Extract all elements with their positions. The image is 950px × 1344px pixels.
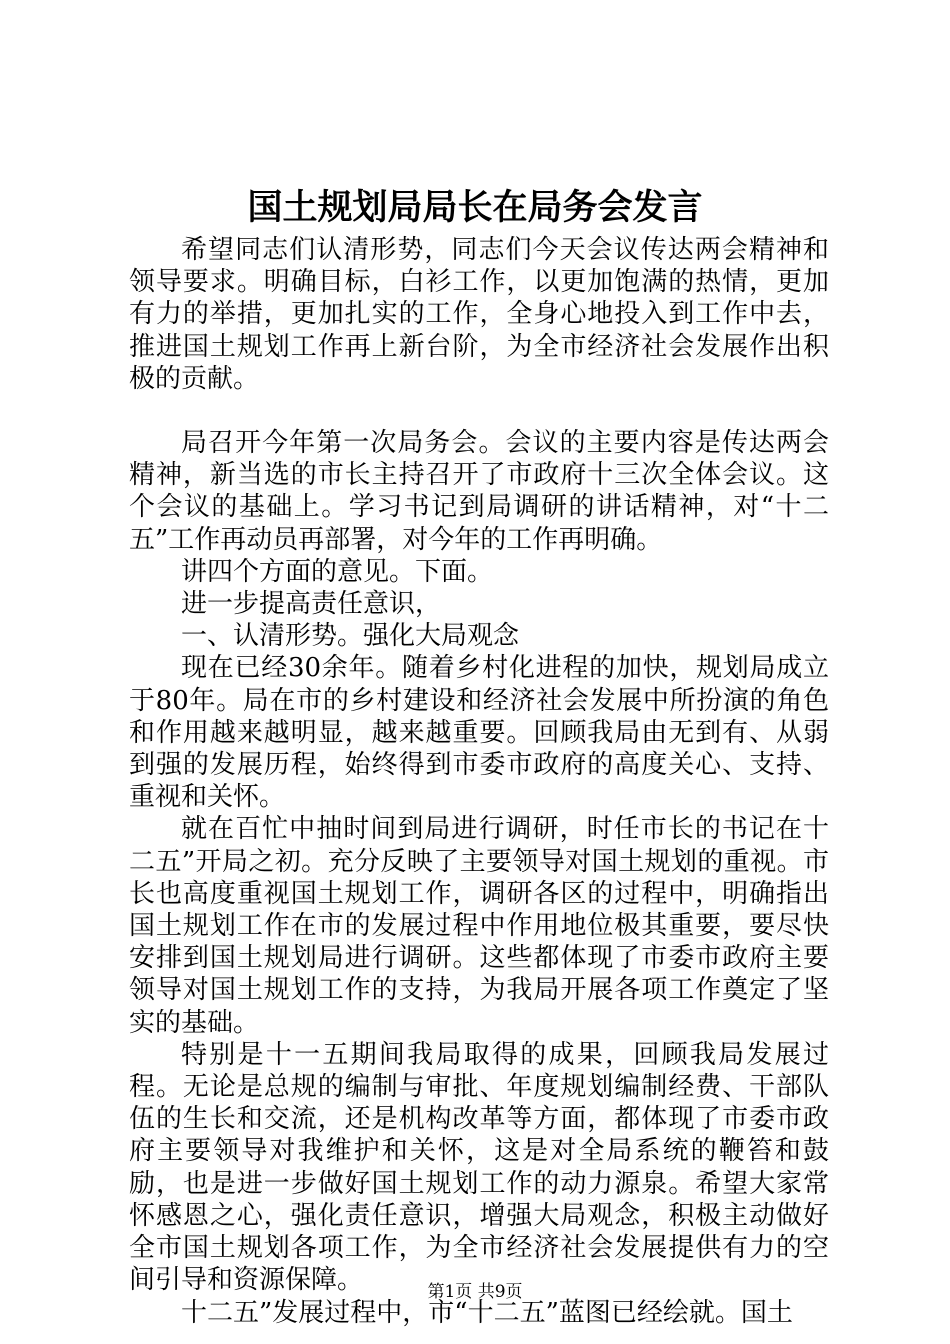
- document-title: 国土规划局局长在局务会发言: [247, 187, 703, 228]
- paragraph: 进一步提高责任意识，: [181, 589, 442, 620]
- paragraph: 就在百忙中抽时间到局进行调研，时任市长的书记在十二五”开局之初。充分反映了主要领导对国土规划的重视。市长也高度重视国土规划工作，调研各区的过程中，明确指出国土规划工作在市的发展过程中作用地位极其重要，要尽快安排到国土规划局进行调研。这些都体现了市委市政府主要领导对国土规划工作的支持，为我局开展各项工作奠定了坚实的基础。: [129, 814, 829, 1038]
- section-heading: 一、认清形势。强化大局观念: [181, 621, 520, 652]
- paragraph: 特别是十一五期间我局取得的成果，回顾我局发展过程。无论是总规的编制与审批、年度规划编制经费、干部队伍的生长和交流，还是机构改革等方面，都体现了市委市政府主要领导对我维护和关怀，这是对全局系统的鞭笞和鼓励，也是进一步做好国土规划工作的动力源泉。希望大家常怀感恩之心，强化责任意识，增强大局观念，积极主动做好全市国土规划各项工作，为全市经济社会发展提供有力的空间引导和资源保障。: [129, 1039, 829, 1296]
- paragraph: 局召开今年第一次局务会。会议的主要内容是传达两会精神，新当选的市长主持召开了市政府十三次全体会议。这个会议的基础上。学习书记到局调研的讲话精神，对“十二五”工作再动员再部署，对今年的工作再明确。: [129, 428, 829, 555]
- paragraph-gap: [129, 395, 829, 427]
- paragraph: 现在已经30余年。随着乡村化进程的加快，规划局成立于80年。局在市的乡村建设和经济社会发展中所扮演的角色和作用越来越明显，越来越重要。回顾我局由无到有、从弱到强的发展历程，始终得到市委市政府的高度关心、支持、重视和关怀。: [129, 653, 829, 813]
- document-body: [129, 234, 829, 1329]
- page-footer: 第1页 共9页: [427, 1282, 523, 1302]
- paragraph: 讲四个方面的意见。下面。: [181, 556, 494, 587]
- paragraph: 希望同志们认清形势，同志们今天会议传达两会精神和领导要求。明确目标，白衫工作，以更加饱满的热情，更加有力的举措，更加扎实的工作，全身心地投入到工作中去，推进国土规划工作再上新台阶，为全市经济社会发展作出积极的贡献。: [129, 235, 829, 394]
- paragraph: 十二五”发展过程中，市“十二五”蓝图已经绘就。国土: [181, 1297, 793, 1328]
